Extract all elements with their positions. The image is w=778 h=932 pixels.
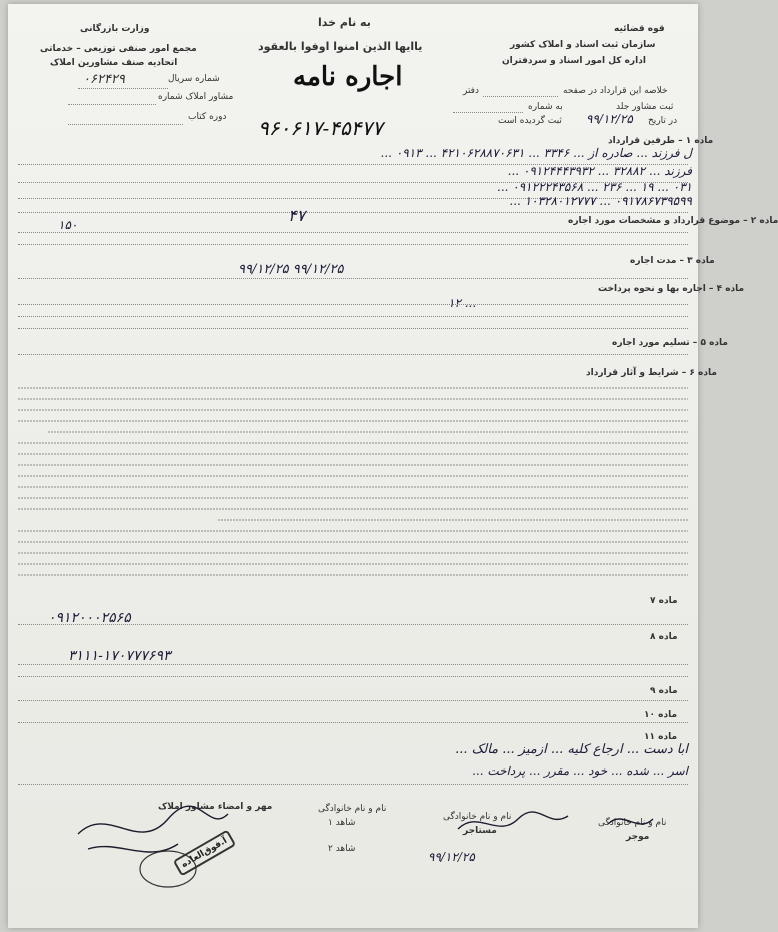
clause-lines (18, 382, 688, 582)
witness-1: شاهد ۱ (328, 818, 356, 828)
handwriting-line-1: ل فرزند ... صادره از ... ۳۳۴۶ ... ۴۲۱۰۶۲۸۸۷۰۶۳۱ ... ۰۹۱۳ ... (380, 146, 692, 160)
reg-note: ثبت گردیده است (498, 116, 562, 126)
right-org: سازمان ثبت اسناد و املاک کشور (510, 40, 656, 50)
handwriting-line-3: ۰۳۱ ... ۱۹ ... ۲۳۶ ... ۰۹۱۲۲۲۴۳۵۶۸ ... (497, 180, 692, 194)
rent-total: ۱۲ ... (448, 296, 477, 310)
reg-date-value: ۹۹/۱۲/۲۵ (586, 112, 633, 126)
right-power: قوه قضائیه (614, 24, 665, 34)
phone-b: ۳۱۱۱-۱۷۰۷۷۷۶۹۳ (68, 648, 171, 664)
section-5: ماده ۵ – تسلیم مورد اجاره (612, 338, 728, 348)
signatures (48, 794, 688, 924)
section-9: ماده ۹ (650, 686, 678, 696)
section-8: ماده ۸ (650, 632, 678, 642)
serial-value: ۰۶۲۴۲۹ (83, 72, 125, 87)
reg-advisor-label: ثبت مشاور جلد (616, 102, 674, 112)
section-7: ماده ۷ (650, 596, 678, 606)
advisor-number-label: مشاور املاک شماره (158, 92, 234, 102)
witness-2: شاهد ۲ (328, 844, 356, 854)
tenant-role: مستاجر (463, 826, 497, 836)
plate-number: ۴۷ (288, 206, 306, 225)
signature-date: ۹۹/۱۲/۲۵ (428, 850, 475, 864)
lease-document (8, 4, 778, 928)
tenant-name-label: نام و نام خانوادگی (443, 812, 512, 822)
advisor-sign-label: مهر و امضاء مشاور املاک (158, 802, 273, 812)
section-4: ماده ۴ – اجاره بها و نحوه پرداخت (598, 284, 745, 294)
section-11: ماده ۱۱ (644, 732, 678, 742)
register-label2: دفتر (463, 86, 479, 96)
stamp: آ.فوق‌العاده (173, 829, 237, 876)
phone-a: ۰۹۱۲۰۰۰۲۵۶۵ (48, 610, 131, 626)
right-dept: اداره کل امور اسناد و سردفتران (502, 56, 646, 66)
section-1: ماده ۱ – طرفین قرارداد (608, 136, 714, 146)
witness-name-label: نام و نام خانوادگی (318, 804, 387, 814)
section-10: ماده ۱۰ (644, 710, 678, 720)
section-6: ماده ۶ – شرایط و آثار قرارداد (586, 368, 717, 378)
verse: یاایها الذین امنوا اوفوا بالعقود (258, 40, 423, 53)
basmala: به نام خدا (318, 16, 371, 29)
book-label: دوره کتاب (188, 112, 227, 122)
register-label: خلاصه این قرارداد در صفحه (563, 86, 668, 96)
lessor-role: موجر (626, 832, 650, 842)
reg-number-label: به شماره (528, 102, 563, 112)
lease-dates: ۹۹/۱۲/۲۵ ۹۹/۱۲/۲۵ (238, 262, 344, 277)
serial-label: شماره سریال (168, 74, 220, 84)
tracking-code: ۹۶۰۶۱۷-۴۵۴۷۷ (258, 116, 383, 140)
note-line-1: ابا دست ... ارجاع کلیه ... ازمیز ... مالک ... (455, 742, 688, 757)
handwriting-line-2: فرزند ... ۳۲۸۸۲ ... ۰۹۱۲۴۴۴۳۹۳۲ ... (507, 164, 692, 178)
left-assembly: مجمع امور صنفی توزیعی – خدماتی (40, 44, 197, 54)
section-3: ماده ۳ – مدت اجاره (630, 256, 715, 266)
handwriting-line-4: ۰۹۱۷۸۶۷۳۹۵۹۹ ... ۱۰۳۲۸۰۱۲۷۷۷ ... (509, 194, 692, 208)
reg-date-label: در تاریخ (648, 116, 678, 126)
note-line-2: اسر ... شده ... خود ... مقرر ... پرداخت ... (472, 764, 688, 778)
section-2: ماده ۲ – موضوع قرارداد و مشخصات مورد اجاره (568, 216, 778, 226)
document-title: اجاره نامه (293, 62, 403, 92)
lessor-name-label: نام و نام خانوادگی (598, 818, 667, 828)
left-ministry: وزارت بازرگانی (80, 24, 150, 34)
area: ۱۵۰ (58, 218, 78, 232)
left-union: اتحادیه صنف مشاورین املاک (50, 58, 178, 68)
